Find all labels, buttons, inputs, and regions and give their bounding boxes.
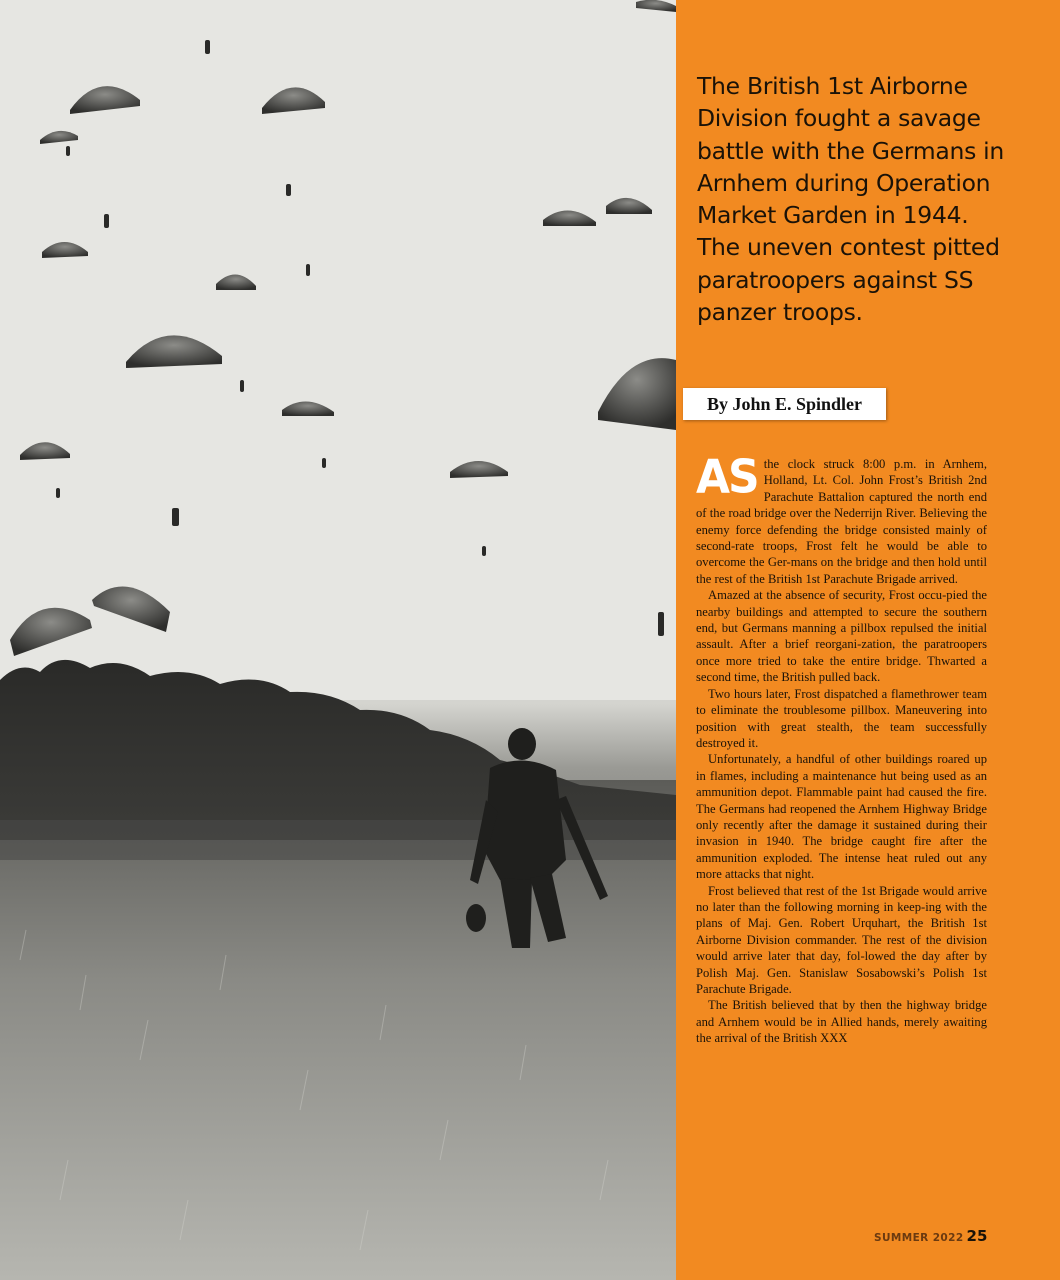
paragraph-5: Frost believed that rest of the 1st Brigade would arrive no later than the following morning in keep-ing with the plans of Maj. Gen. Robert Urquhart, the British 1st Airborne Division commander. The rest of the division would arrive later that day, fol-lowed the day after by Polish Maj. Gen. Stanislaw Sosabowski’s Polish 1st Parachute Brigade.: [696, 883, 987, 996]
paragraph-2: Amazed at the absence of security, Frost occu-pied the nearby buildings and attempted to secure the southern end, but Germans manning a pillbox repulsed the initial assault. After a brief reorgani-zation, the paratroopers once more tried to take the entire bridge. Thwarted a second time, the British pulled back.: [696, 588, 987, 685]
paragraph-1-text: the clock struck 8:00 p.m. in Arnhem, Holland, Lt. Col. John Frost’s British 2nd Parachute Battalion captured the north end of the road bridge over the Nederrijn River. Believing the enemy force defending the bridge consisted mainly of second-rate troops, Frost felt he would be able to overcome the Ger-mans on the bridge and then hold until the rest of the British 1st Parachute Brigade arrived.: [696, 457, 987, 586]
paragraph-6: The British believed that by then the highway bridge and Arnhem would be in Allied hands, merely awaiting the arrival of the British XXX: [696, 998, 987, 1046]
headline: The British 1st Airborne Division fought a savage battle with the Germans in Arnhem during Operation Market Garden in 1944. The uneven contest pitted paratroopers against SS panzer troops.: [697, 72, 1005, 327]
article-body: [696, 450, 987, 1047]
issue-label: SUMMER 2022: [874, 1232, 964, 1244]
drop-cap: AS: [696, 450, 758, 505]
page-folio: [874, 1226, 994, 1245]
paragraph-3: Two hours later, Frost dispatched a flamethrower team to eliminate the troublesome pillbox. Maneuvering into position with great stealth, the team successfully destroyed it.: [696, 686, 987, 750]
paragraph-4: Unfortunately, a handful of other buildings roared up in flames, including a maintenance hut being used as an ammunition depot. Flammable paint had caused the fire. The Germans had reopened the Arnhem Highway Bridge only recently after the damage it sustained during their invasion in 1940. The bridge caught fire after the ammunition exploded. The intense heat ruled out any more attacks that night.: [696, 752, 987, 882]
byline: By John E. Spindler: [683, 388, 886, 420]
paragraph-1: [696, 450, 987, 587]
page-number: 25: [966, 1227, 988, 1245]
